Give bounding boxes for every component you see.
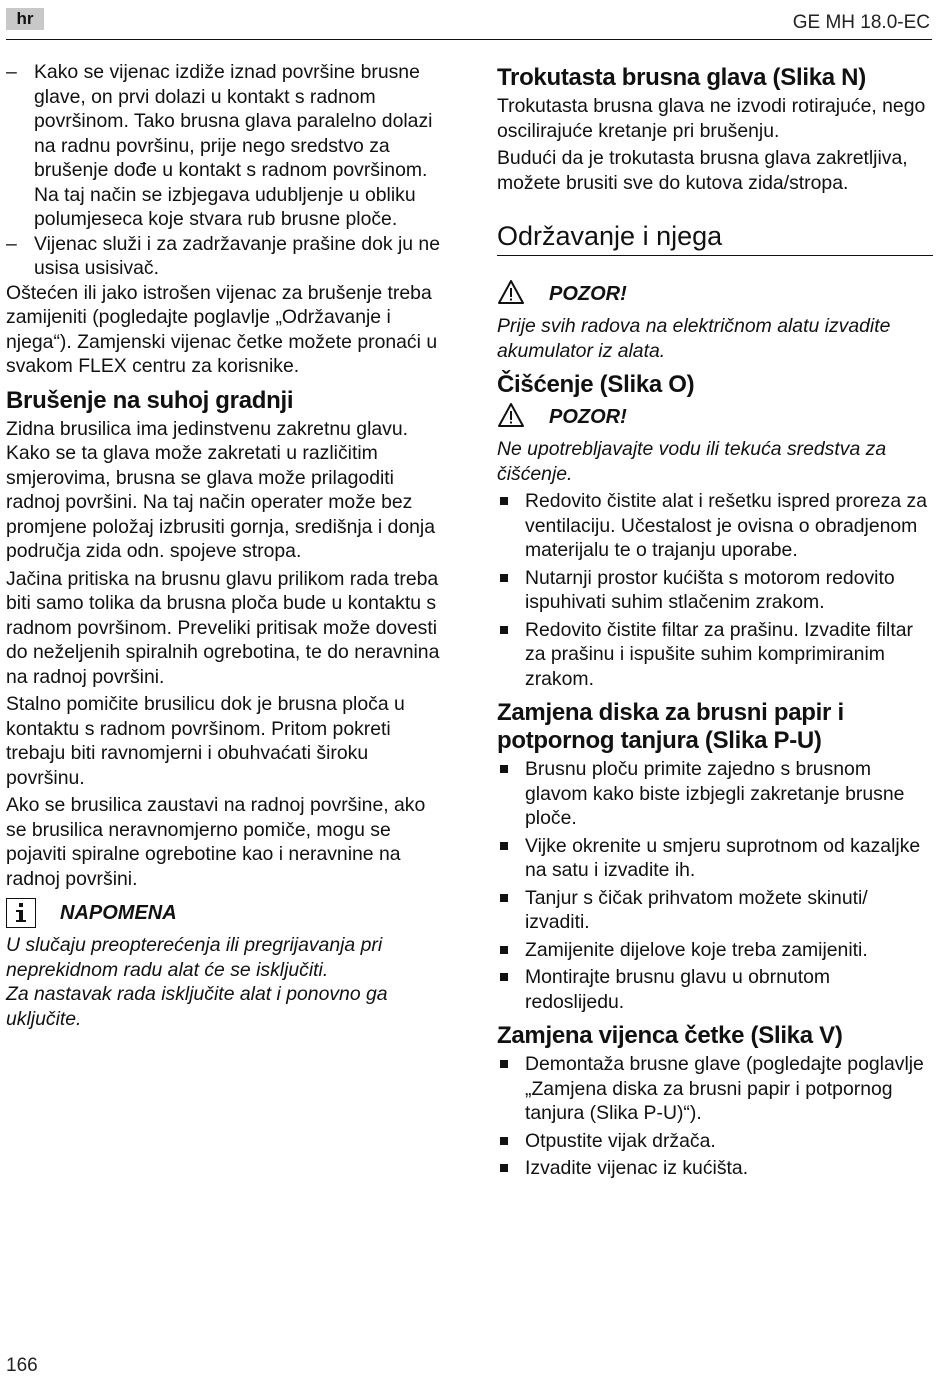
list-item-text: Otpustite vijak držača. — [525, 1129, 716, 1152]
triangle-paragraph: Budući da je trokutasta brusna glava zakretljiva, možete brusiti sve do kutova zida/stropa. — [497, 147, 908, 194]
list-item-text: Demontaža brusne glave (pogledajte poglavlje „Zamjena diska za brusni papir i potpornog tanjura (Slika P-U)“). — [525, 1053, 924, 1124]
square-bullet — [500, 1164, 508, 1172]
list-item — [497, 618, 933, 692]
list-item — [497, 757, 933, 831]
caution-callout — [497, 278, 933, 310]
list-item — [497, 489, 933, 563]
warning-triangle-icon — [497, 402, 525, 433]
page-number: 166 — [6, 1355, 38, 1376]
list-item — [497, 965, 933, 1014]
caution-text: Prije svih radova na električnom alatu izvadite akumulator iz alata. — [497, 315, 891, 362]
list-item-text: Tanjur s čičak prihvatom možete skinuti/ izvaditi. — [525, 886, 868, 933]
list-item-text: Brusnu ploču primite zajedno s brusnom glavom kako biste izbjegli zakretanje brusne ploče. — [525, 758, 905, 829]
square-bullet — [500, 497, 508, 505]
damaged-ring-paragraph: Oštećen ili jako istrošen vijenac za brušenje treba zamijeniti (pogledajte poglavlje „Održavanje i njega“). Zamjenski vijenac četke možete pronaći u svakom FLEX centru za korisnike. — [6, 281, 438, 377]
list-item-text: Redovito čistite alat i rešetku ispred proreza za ventilaciju. Učestalost je ovisna o obradjenom materijalu te o trajanju uporabe. — [525, 490, 928, 561]
dash-bullet: – — [6, 61, 17, 83]
dry-paragraph: Stalno pomičite brusilicu dok je brusna ploča u kontaktu s radnom površinom. Pritom pokreti trebaju biti ravnomjerni i obuhvaćati široku površinu. — [6, 693, 405, 789]
dry-construction-heading: Brušenje na suhoj gradnji — [6, 386, 294, 414]
square-bullet — [500, 973, 508, 981]
note-callout — [6, 897, 446, 929]
dash-bullet: – — [6, 232, 17, 255]
brush-ring-heading: Zamjena vijenca četke (Slika V) — [497, 1022, 843, 1049]
info-i-icon — [6, 898, 36, 928]
list-item — [497, 566, 933, 615]
list-item — [497, 886, 933, 935]
dash-list-item — [6, 232, 446, 281]
square-bullet — [500, 1137, 508, 1145]
dash-list-item — [6, 60, 446, 232]
list-item — [497, 1156, 933, 1181]
disc-replacement-heading: Zamjena diska za brusni papir i potpornog tanjura (Slika P-U) — [497, 699, 844, 754]
square-bullet — [500, 894, 508, 902]
list-item — [497, 1129, 933, 1154]
dash-item-text: Vijenac služi i za zadržavanje prašine dok ju ne usisa usisivač. — [34, 232, 441, 279]
dry-paragraph: Zidna brusilica ima jedinstvenu zakretnu glavu. Kako se ta glava može zakretati u različitim smjerovima, brusna se glava može prilagoditi radnoj površini. Na taj način operater može bez promjene položaj izbrusiti gornja, središnja i donja područja zida odn. spojeve stropa. — [6, 417, 435, 562]
list-item — [497, 1052, 933, 1126]
cleaning-heading: Čišćenje (Slika O) — [497, 371, 695, 398]
square-bullet — [500, 842, 508, 850]
triangle-paragraph: Trokutasta brusna glava ne izvodi rotirajuće, nego oscilirajuće kretanje pri brušenju. — [497, 95, 926, 142]
dry-paragraph: Jačina pritiska na brusnu glavu prilikom rada treba biti samo tolika da brusna ploča bude u kontaktu s radnom površinom. Preveliki pritisak može dovesti do neželjenih spiralnih ogrebotina, te do neravnina na radnoj površini. — [6, 567, 440, 688]
note-line: U slučaju preopterećenja ili pregrijavanja pri neprekidnom radu alat će se isključiti. — [6, 934, 383, 981]
list-item — [497, 938, 933, 963]
square-bullet — [500, 1060, 508, 1068]
square-bullet — [500, 626, 508, 634]
document-code: GE MH 18.0-EC — [792, 12, 930, 33]
list-item-text: Zamijenite dijelove koje treba zamijeniti. — [525, 938, 868, 961]
caution-label: POZOR! — [549, 282, 627, 305]
list-item-text: Nutarnji prostor kućišta s motorom redovito ispuhivati suhim stlačenim zrakom. — [525, 566, 895, 613]
dry-paragraph: Ako se brusilica zaustavi na radnoj površine, ako se brusilica neravnomjerno pomiče, mogu se pojaviti spiralne ogrebotine kao i neravnine na radnoj površini. — [6, 794, 426, 890]
left-column — [6, 60, 446, 1034]
caution-callout — [497, 401, 933, 433]
list-item-text: Redovito čistite filtar za prašinu. Izvadite filtar za prašinu i ispušite suhim komprimiranim zrakom. — [525, 618, 913, 690]
triangle-head-heading: Trokutasta brusna glava (Slika N) — [497, 64, 866, 91]
list-item-text: Vijke okrenite u smjeru suprotnom od kazaljke na satu i izvadite ih. — [525, 834, 921, 881]
note-label: NAPOMENA — [60, 901, 177, 924]
right-column — [497, 60, 933, 1184]
caution-label: POZOR! — [549, 405, 627, 428]
dash-item-text: Kako se vijenac izdiže iznad površine brusne glave, on prvi dolazi u kontakt s radnom površinom. Tako brusna glava paralelno dolazi na radnu površinu, prije nego sredstvo za brušenje dođe u kontakt s radnom površinom. Na taj način se izbjegava udubljenje u obliku polumjeseca koje stvara rub brusne ploče. — [34, 61, 433, 230]
list-item-text: Montirajte brusnu glavu u obrnutom redoslijedu. — [525, 966, 831, 1013]
note-line: Za nastavak rada isključite alat i ponovno ga uključite. — [6, 983, 388, 1030]
square-bullet — [500, 765, 508, 773]
caution-text: Ne upotrebljavajte vodu ili tekuća sredstva za čišćenje. — [497, 438, 887, 485]
list-item — [497, 834, 933, 883]
language-badge: hr — [6, 8, 44, 30]
warning-triangle-icon — [497, 279, 525, 310]
square-bullet — [500, 946, 508, 954]
maintenance-heading: Održavanje i njega — [497, 221, 933, 256]
square-bullet — [500, 574, 508, 582]
header-rule — [6, 39, 932, 40]
list-item-text: Izvadite vijenac iz kućišta. — [525, 1157, 749, 1179]
